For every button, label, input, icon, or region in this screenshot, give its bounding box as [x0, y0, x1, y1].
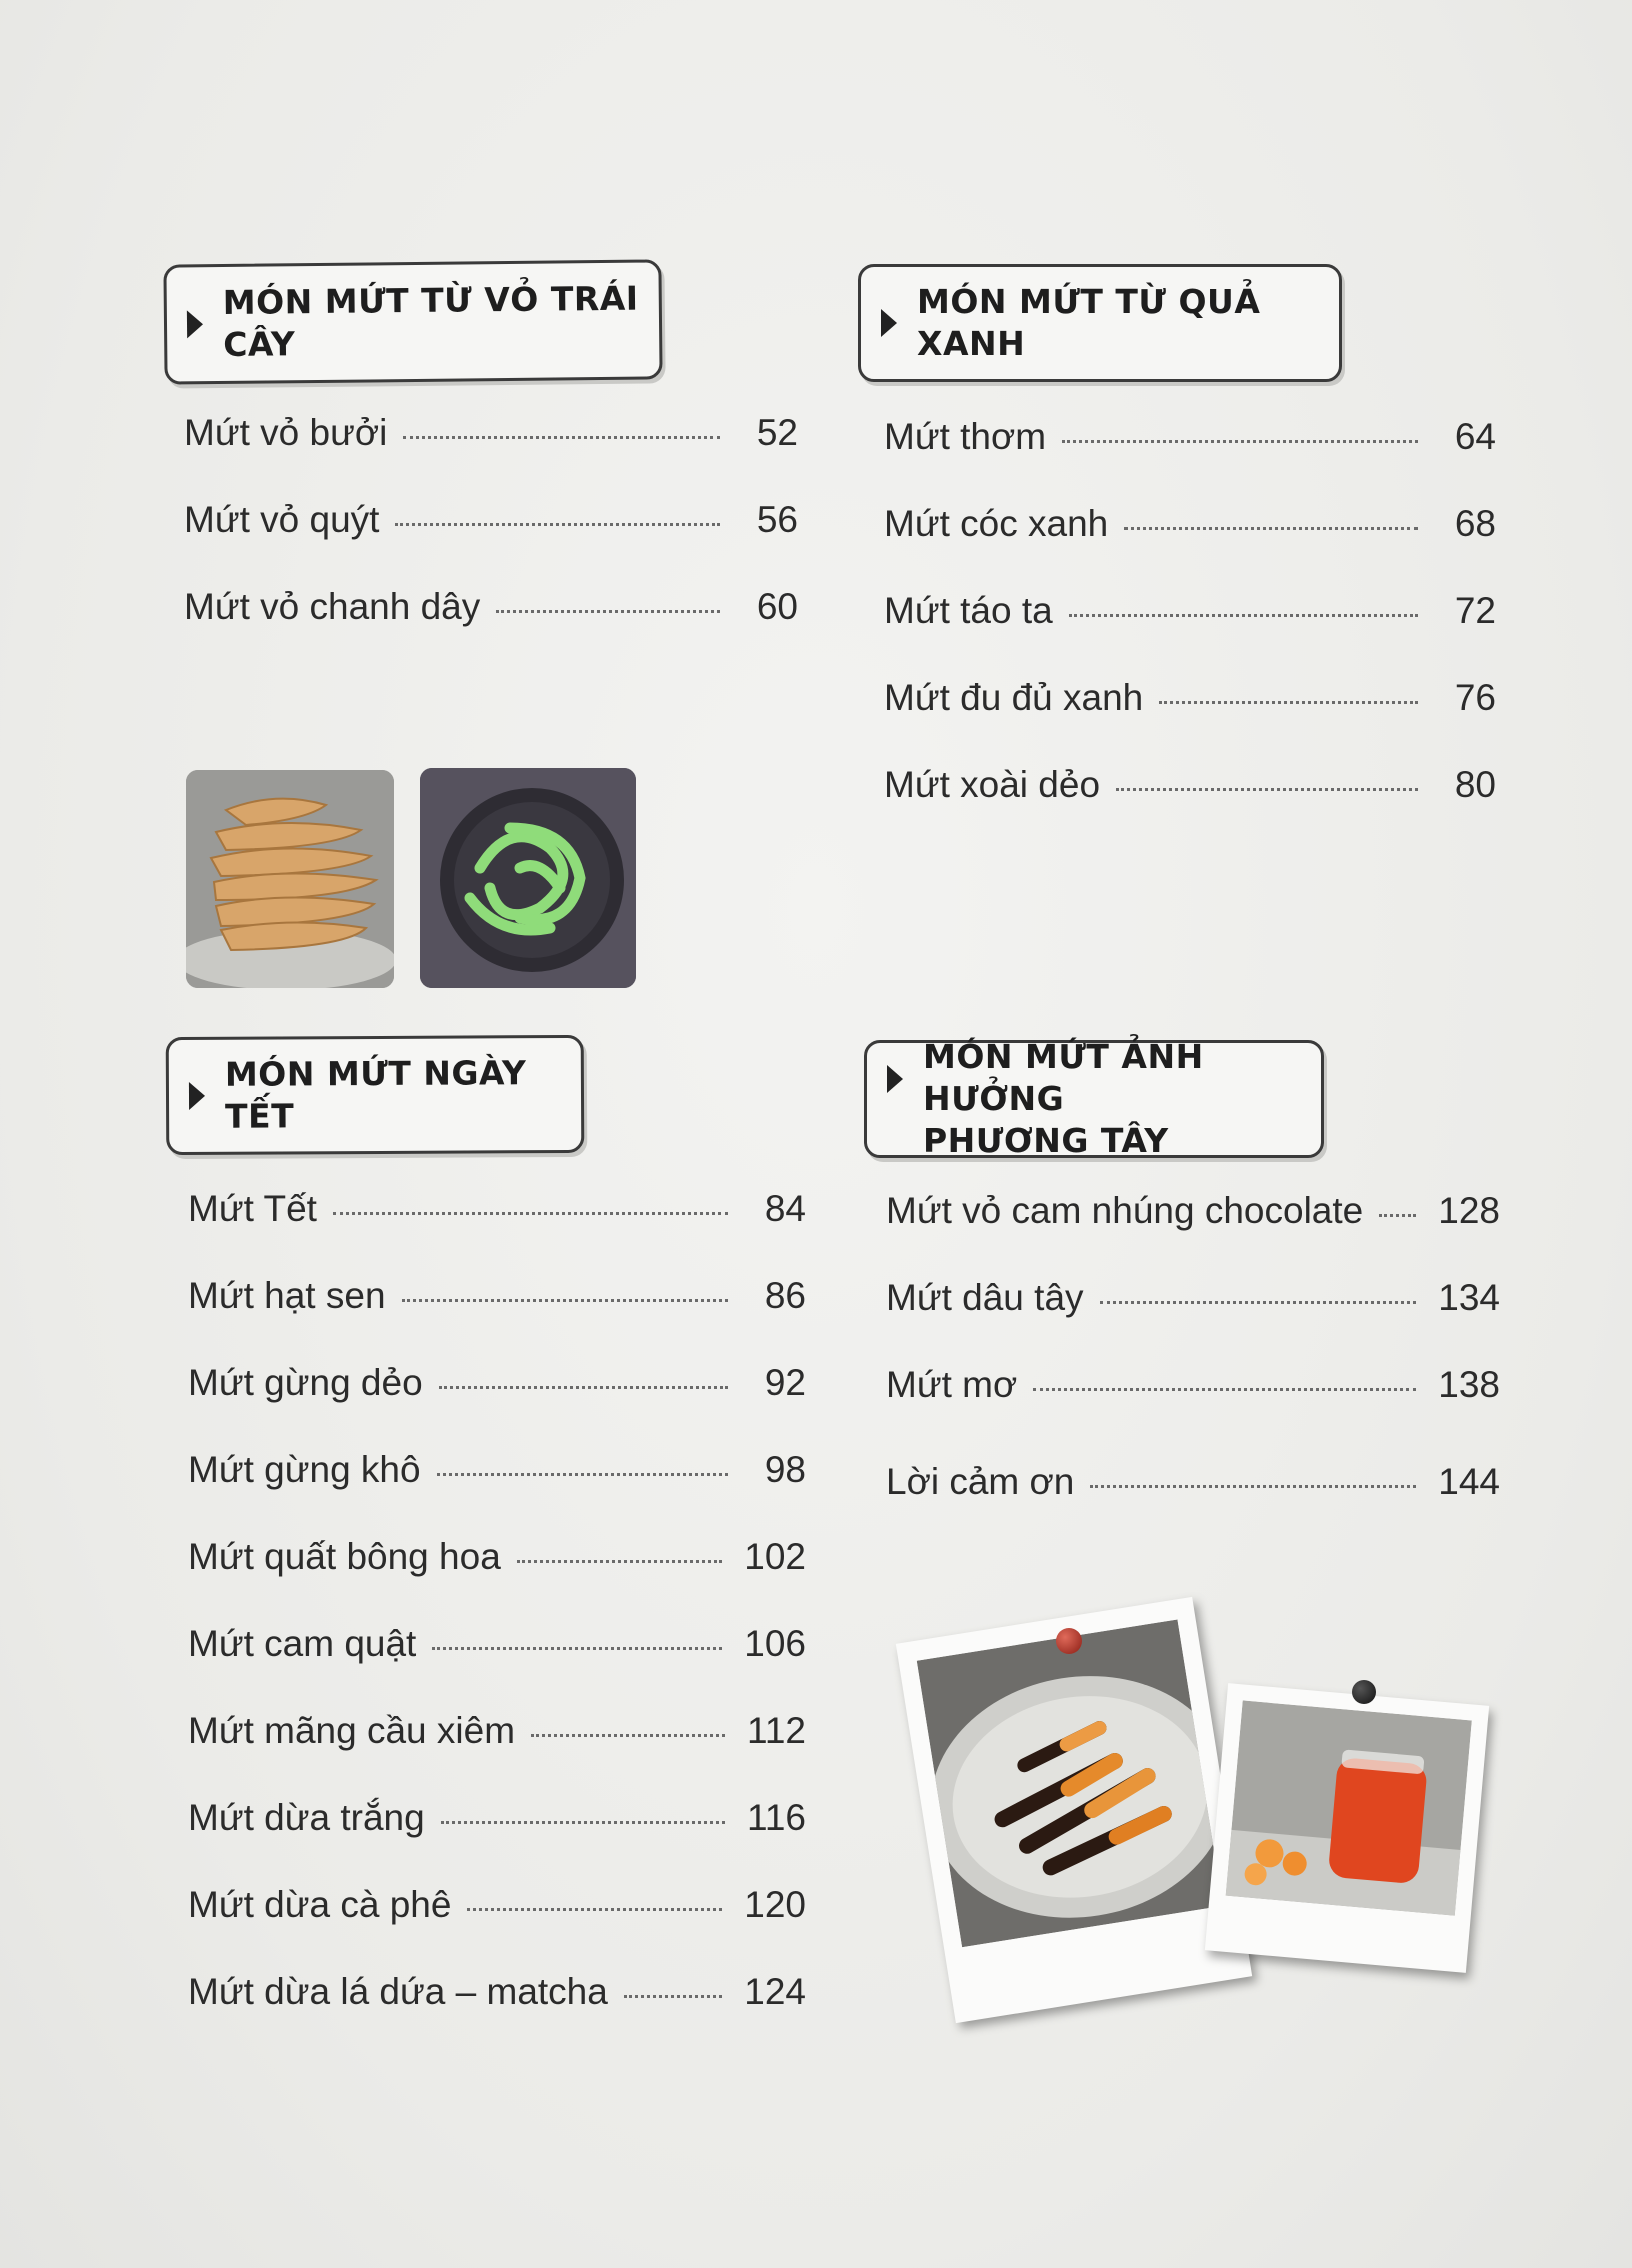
toc-item-label: Mứt cóc xanh	[884, 503, 1109, 544]
black-pushpin-icon	[1352, 1680, 1376, 1704]
triangle-bullet-icon	[887, 1065, 903, 1093]
dot-leader	[517, 1560, 723, 1563]
dot-leader	[403, 436, 720, 439]
toc-item-page: 102	[744, 1536, 806, 1577]
triangle-bullet-icon	[881, 309, 897, 337]
toc-item-label: Mứt hạt sen	[188, 1275, 386, 1316]
dot-leader	[531, 1734, 725, 1737]
toc-item[interactable]	[184, 586, 798, 673]
toc-item-label: Mứt vỏ bưởi	[184, 412, 388, 453]
toc-item-page: 116	[747, 1797, 806, 1838]
toc-item-page: 98	[764, 1449, 806, 1490]
dot-leader	[1069, 614, 1418, 617]
toc-item-label: Mứt gừng dẻo	[188, 1362, 423, 1403]
dot-leader	[402, 1299, 728, 1302]
toc-item[interactable]	[884, 590, 1496, 677]
dot-leader	[437, 1473, 728, 1476]
section-title: MÓN MỨT TỪ VỎ TRÁI CÂY	[222, 278, 639, 364]
dot-leader	[439, 1386, 728, 1389]
toc-item-label: Mứt vỏ cam nhúng chocolate	[886, 1190, 1364, 1231]
dot-leader	[1159, 701, 1418, 704]
toc-item-page: 128	[1438, 1190, 1500, 1231]
stacked-candied-peel-photo	[186, 770, 394, 988]
apricot-jam-polaroid	[1205, 1683, 1489, 1973]
section-header-tet	[166, 1035, 585, 1155]
toc-item-label: Mứt cam quật	[188, 1623, 417, 1664]
toc-item-page: 138	[1438, 1364, 1500, 1405]
dot-leader	[1062, 440, 1418, 443]
toc-item-label: Mứt dừa cà phê	[188, 1884, 452, 1925]
section-header-green-fruit	[858, 264, 1342, 382]
toc-item-page: 76	[1454, 677, 1496, 718]
dot-leader	[441, 1821, 725, 1824]
toc-item[interactable]	[886, 1190, 1500, 1277]
toc-item[interactable]	[188, 1188, 806, 1275]
dot-leader	[1090, 1485, 1416, 1488]
toc-item[interactable]	[188, 1797, 806, 1884]
toc-item-page: 80	[1454, 764, 1496, 805]
toc-list-tet	[188, 1188, 806, 2058]
dot-leader	[1379, 1214, 1416, 1217]
dot-leader	[1033, 1388, 1416, 1391]
toc-item[interactable]	[188, 1449, 806, 1536]
dot-leader	[395, 523, 720, 526]
toc-item-label: Mứt gừng khô	[188, 1449, 421, 1490]
toc-item-page: 112	[747, 1710, 806, 1751]
toc-item-page: 86	[764, 1275, 806, 1316]
toc-item[interactable]	[188, 1536, 806, 1623]
toc-item-label: Mứt dừa trắng	[188, 1797, 425, 1838]
section-header-western	[864, 1037, 1324, 1160]
toc-item-page: 120	[744, 1884, 806, 1925]
dot-leader	[467, 1908, 722, 1911]
green-papaya-jam-photo	[420, 768, 636, 988]
chocolate-orange-peel-polaroid	[896, 1597, 1252, 2023]
toc-item-label: Mứt xoài dẻo	[884, 764, 1101, 805]
toc-item[interactable]	[188, 1362, 806, 1449]
toc-item-label: Mứt dâu tây	[886, 1277, 1084, 1318]
toc-item-label: Lời cảm ơn	[886, 1461, 1075, 1502]
toc-item-label: Mứt vỏ chanh dây	[184, 586, 481, 627]
toc-item-label: Mứt Tết	[188, 1188, 317, 1229]
toc-item[interactable]	[884, 677, 1496, 764]
toc-item-page: 124	[744, 1971, 806, 2012]
toc-item[interactable]	[188, 1275, 806, 1362]
dot-leader	[333, 1212, 728, 1215]
toc-list-green-fruit	[884, 416, 1496, 851]
toc-item[interactable]	[884, 764, 1496, 851]
toc-item[interactable]	[884, 416, 1496, 503]
toc-item-page: 144	[1438, 1461, 1500, 1502]
toc-item-page: 64	[1454, 416, 1496, 457]
toc-item[interactable]	[188, 1710, 806, 1797]
toc-item-page: 56	[756, 499, 798, 540]
toc-item[interactable]	[184, 412, 798, 499]
toc-list-western	[886, 1190, 1500, 1548]
chocolate-orange-peel-illustration	[917, 1619, 1223, 1947]
toc-item-page: 106	[744, 1623, 806, 1664]
dot-leader	[624, 1995, 722, 1998]
toc-item[interactable]	[884, 503, 1496, 590]
red-pushpin-icon	[1056, 1628, 1082, 1654]
stacked-candied-peel-illustration	[186, 770, 394, 988]
toc-item-page: 60	[756, 586, 798, 627]
section-header-fruit-peel	[163, 259, 662, 384]
section-title: MÓN MỨT NGÀY TẾT	[224, 1053, 527, 1136]
toc-item-label: Mứt dừa lá dứa – matcha	[188, 1971, 608, 2012]
toc-item-label: Mứt mãng cầu xiêm	[188, 1710, 516, 1751]
apricot-jam-jar-illustration	[1226, 1700, 1472, 1915]
triangle-bullet-icon	[187, 310, 203, 338]
toc-item-label: Mứt mơ	[886, 1364, 1018, 1405]
toc-item[interactable]	[184, 499, 798, 586]
toc-item-page: 84	[764, 1188, 806, 1229]
toc-item-page: 72	[1454, 590, 1496, 631]
dot-leader	[1100, 1301, 1417, 1304]
toc-item-page: 68	[1454, 503, 1496, 544]
toc-item[interactable]	[886, 1277, 1500, 1364]
toc-item-page: 134	[1438, 1277, 1500, 1318]
toc-item[interactable]	[188, 1884, 806, 1971]
toc-item-label: Mứt đu đủ xanh	[884, 677, 1144, 718]
section-title: MÓN MỨT ẢNH HƯỞNG PHƯƠNG TÂY	[923, 1037, 1204, 1160]
toc-item[interactable]	[188, 1623, 806, 1710]
toc-item-label: Mứt thơm	[884, 416, 1047, 457]
toc-item[interactable]	[188, 1971, 806, 2058]
dot-leader	[1116, 788, 1418, 791]
toc-item-page: 92	[764, 1362, 806, 1403]
dot-leader	[432, 1647, 722, 1650]
green-papaya-jam-illustration	[420, 768, 636, 988]
toc-list-fruit-peel	[184, 412, 798, 673]
triangle-bullet-icon	[189, 1082, 205, 1110]
toc-item[interactable]	[886, 1461, 1500, 1548]
toc-item-label: Mứt quất bông hoa	[188, 1536, 501, 1577]
dot-leader	[496, 610, 720, 613]
toc-item-page: 52	[756, 412, 798, 453]
toc-item[interactable]	[886, 1364, 1500, 1451]
toc-item-label: Mứt vỏ quýt	[184, 499, 380, 540]
dot-leader	[1124, 527, 1418, 530]
toc-item-label: Mứt táo ta	[884, 590, 1053, 631]
section-title: MÓN MỨT TỪ QUẢ XANH	[917, 282, 1261, 363]
